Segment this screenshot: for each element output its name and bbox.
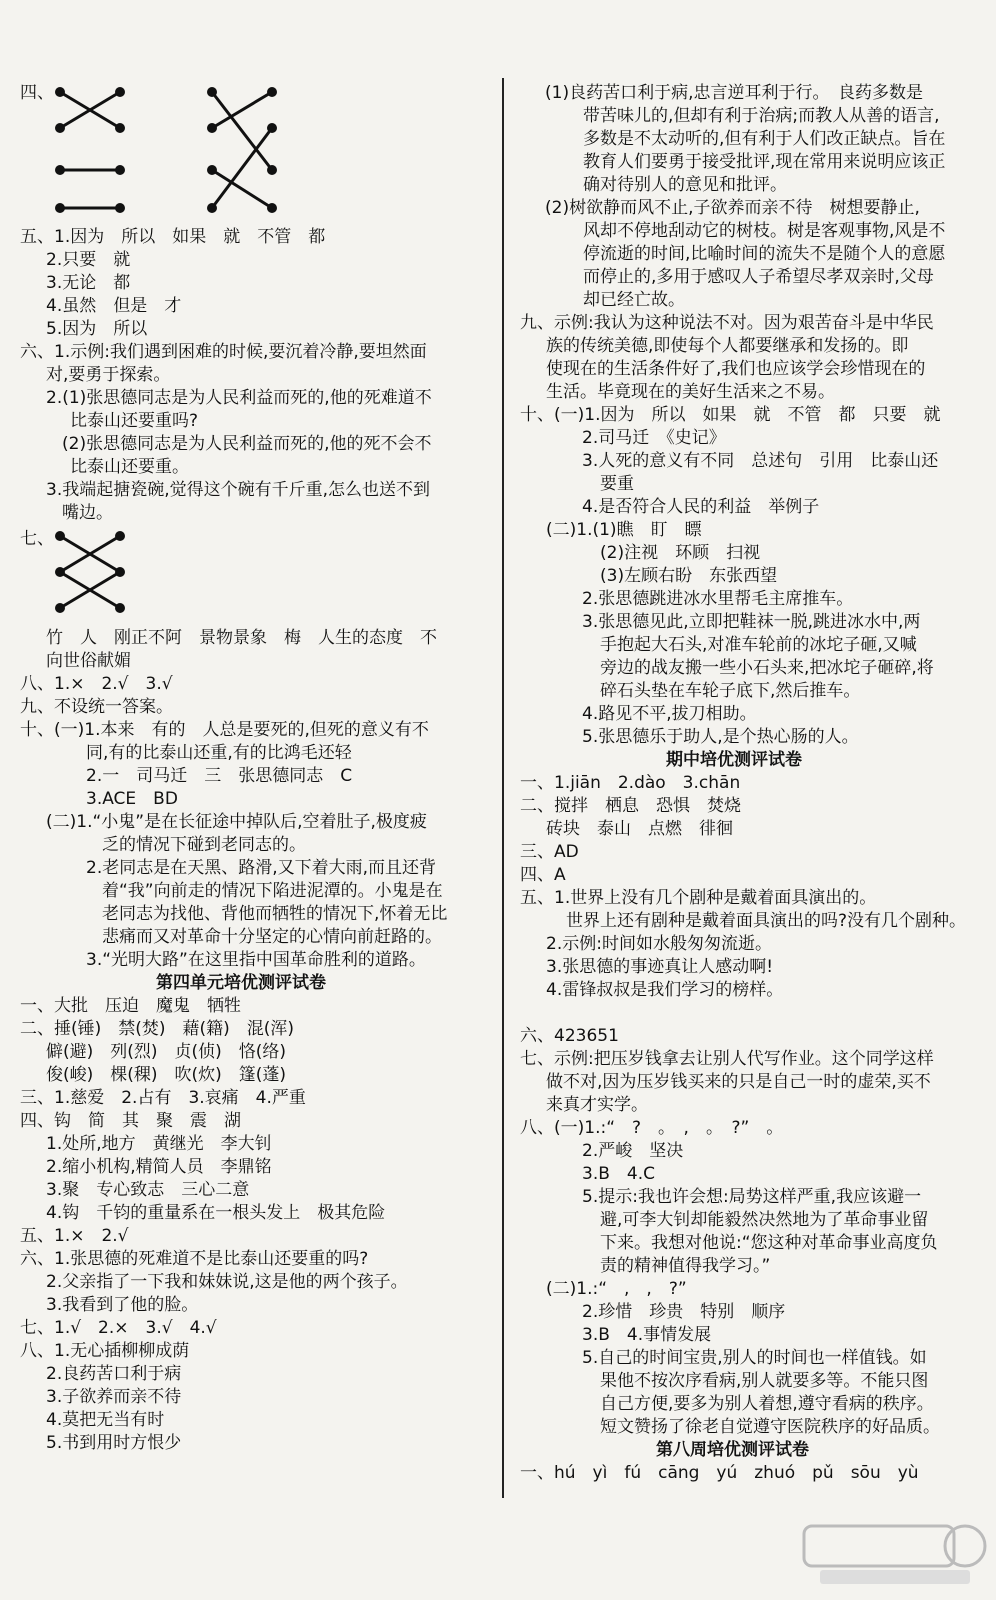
answer-line: 5.提示:我也许会想:局势这样严重,我应该避一 xyxy=(582,1187,922,1207)
answer-line: 四、钩 简 其 聚 震 湖 xyxy=(20,1111,241,1131)
answer-line: 碎石头垫在车轮子底下,然后推车。 xyxy=(600,681,861,701)
answer-line: 十、(一)1.因为 所以 如果 就 不管 都 只要 就 xyxy=(520,405,941,425)
answer-line: 七、示例:把压岁钱拿去让别人代写作业。这个同学这样 xyxy=(520,1049,934,1069)
matching-lines-4 xyxy=(50,84,290,214)
answer-line: 果他不按次序看病,别人就要多等。不能只图 xyxy=(600,1371,929,1391)
answer-line: 着“我”向前走的情况下陷进泥潭的。小鬼是在 xyxy=(102,881,443,901)
answer-line: 二、捶(锤) 禁(焚) 藉(籍) 混(浑) xyxy=(20,1019,295,1039)
answer-line: (二)1.:“ , , ?” xyxy=(546,1279,687,1299)
answer-line: 3.子欲养而亲不待 xyxy=(46,1387,182,1407)
answer-line: 4.路见不平,拔刀相助。 xyxy=(582,704,757,724)
answer-line: 3.我看到了他的脸。 xyxy=(46,1295,199,1315)
answer-line: 九、示例:我认为这种说法不对。因为艰苦奋斗是中华民 xyxy=(520,313,934,333)
answer-line: 乏的情况下碰到老同志的。 xyxy=(102,835,306,855)
answer-line: 短文赞扬了徐老自觉遵守医院秩序的好品质。 xyxy=(600,1417,940,1437)
answer-line: 3.人死的意义有不同 总述句 引用 比泰山还 xyxy=(582,451,939,471)
answer-line: 3.B 4.C xyxy=(582,1164,655,1184)
answer-line: 七、1.√ 2.× 3.√ 4.√ xyxy=(20,1318,217,1338)
answer-line: 六、423651 xyxy=(520,1026,619,1046)
answer-line: 手抱起大石头,对准车轮前的冰坨子砸,又喊 xyxy=(600,635,917,655)
answer-line: 风却不停地刮动它的树枝。树是客观事物,风是不 xyxy=(583,221,946,241)
answer-line: 2.父亲指了一下我和妹妹说,这是他的两个孩子。 xyxy=(46,1272,408,1292)
answer-line: 教育人们要勇于接受批评,现在常用来说明应该正 xyxy=(583,152,946,172)
answer-line: 2.示例:时间如水般匆匆流逝。 xyxy=(546,934,772,954)
answer-line: 四、A xyxy=(520,865,566,885)
answer-line: 老同志为找他、背他而牺牲的情况下,怀着无比 xyxy=(102,904,448,924)
answer-line: 二、搅拌 栖息 恐惧 焚烧 xyxy=(520,796,741,816)
answer-line: 比泰山还要重。 xyxy=(70,457,189,477)
answer-line: 2.缩小机构,精简人员 李鼎铭 xyxy=(46,1157,272,1177)
answer-line: 旁边的战友搬一些小石头来,把冰坨子砸碎,将 xyxy=(600,658,934,678)
answer-line: 僻(避) 列(烈) 贞(侦) 恪(络) xyxy=(46,1042,287,1062)
answer-line: 比泰山还要重吗? xyxy=(70,411,199,431)
answer-line: 自己方便,要多为别人着想,遵守看病的秩序。 xyxy=(600,1394,934,1414)
answer-line: 同,有的比泰山还重,有的比鸿毛还轻 xyxy=(86,743,352,763)
answer-line: 3.“光明大路”在这里指中国革命胜利的道路。 xyxy=(86,950,426,970)
answer-line: 下来。我想对他说:“您这种对革命事业高度负 xyxy=(600,1233,938,1253)
section-title: 第八周培优测评试卷 xyxy=(656,1440,809,1460)
answer-line: (2)注视 环顾 扫视 xyxy=(600,543,761,563)
answer-line: 却已经亡故。 xyxy=(583,290,685,310)
answer-line: 4.钩 千钧的重量系在一根头发上 极其危险 xyxy=(46,1203,386,1223)
answer-line: 2.司马迁 《史记》 xyxy=(582,428,726,448)
answer-line: 5.书到用时方恨少 xyxy=(46,1433,182,1453)
answer-line: 五、1.× 2.√ xyxy=(20,1226,129,1246)
answer-line: 嘴边。 xyxy=(62,503,113,523)
answer-line: 4.莫把无当有时 xyxy=(46,1410,165,1430)
answer-line: 五、1.世界上没有几个剧种是戴着面具演出的。 xyxy=(520,888,877,908)
answer-line: 责的精神值得我学习。” xyxy=(600,1256,771,1276)
answer-line: 砖块 泰山 点燃 徘徊 xyxy=(546,819,733,839)
answer-line: (二)1.(1)瞧 盯 瞟 xyxy=(546,520,702,540)
answer-line: 六、1.张思德的死难道不是比泰山还要重的吗? xyxy=(20,1249,369,1269)
section-4-label: 四、 xyxy=(20,83,54,103)
answer-line: 三、AD xyxy=(520,842,579,862)
answer-line: 2.珍惜 珍贵 特别 顺序 xyxy=(582,1302,786,1322)
answer-line: 三、1.慈爱 2.占有 3.哀痛 4.严重 xyxy=(20,1088,306,1108)
answer-line: 3.张思德见此,立即把鞋袜一脱,跳进冰水中,两 xyxy=(582,612,921,632)
answer-line: (二)1.“小鬼”是在长征途中掉队后,空着肚子,极度疲 xyxy=(46,812,427,832)
section-title: 期中培优测评试卷 xyxy=(666,750,802,770)
answer-line: 九、不设统一答案。 xyxy=(20,697,173,717)
watermark-icon xyxy=(800,1520,990,1590)
answer-line: 3.张思德的事迹真让人感动啊! xyxy=(546,957,774,977)
answer-line: 3.B 4.事情发展 xyxy=(582,1325,712,1345)
answer-line: 六、1.示例:我们遇到困难的时候,要沉着冷静,要坦然面 xyxy=(20,342,427,362)
answer-line: (2)树欲静而风不止,子欲养而亲不待 树想要静止, xyxy=(545,198,920,218)
answer-line: 2.只要 就 xyxy=(46,250,131,270)
answer-line: 4.雷锋叔叔是我们学习的榜样。 xyxy=(546,980,784,1000)
answer-line: 一、1.jiān 2.dào 3.chān xyxy=(520,773,741,793)
answer-line: (1)良药苦口利于病,忠言逆耳利于行。 良药多数是 xyxy=(545,83,923,103)
answer-line: 八、1.无心插柳柳成荫 xyxy=(20,1341,190,1361)
answer-line: 俊(峻) 棵(稞) 吹(炊) 篷(蓬) xyxy=(46,1065,287,1085)
answer-line: 4.虽然 但是 才 xyxy=(46,296,182,316)
answer-line: 对,要勇于探索。 xyxy=(46,365,171,385)
answer-line: 5.因为 所以 xyxy=(46,319,148,339)
answer-line: (3)左顾右盼 东张西望 xyxy=(600,566,778,586)
answer-line: 3.聚 专心致志 三心二意 xyxy=(46,1180,250,1200)
answer-line: 停流逝的时间,比喻时间的流失不是随个人的意愿 xyxy=(583,244,946,264)
answer-line: 向世俗献媚 xyxy=(46,651,131,671)
section-7-label: 七、 xyxy=(20,529,54,549)
watermark-logo xyxy=(800,1520,990,1590)
answer-line: 2.(1)张思德同志是为人民利益而死的,他的死难道不 xyxy=(46,388,432,408)
answer-line: 1.处所,地方 黄继光 李大钊 xyxy=(46,1134,272,1154)
answer-line: 3.ACE BD xyxy=(86,789,178,809)
answer-line: 一、大批 压迫 魔鬼 牺牲 xyxy=(20,996,241,1016)
answer-line: 五、1.因为 所以 如果 就 不管 都 xyxy=(20,227,326,247)
answer-line: 一、hú yì fú cāng yú zhuó pǔ sōu yù xyxy=(520,1463,919,1483)
answer-line: 多数是不太动听的,但有利于人们改正缺点。旨在 xyxy=(583,129,946,149)
answer-line: 2.张思德跳进冰水里帮毛主席推车。 xyxy=(582,589,854,609)
answer-line: 5.自己的时间宝贵,别人的时间也一样值钱。如 xyxy=(582,1348,927,1368)
answer-line: 生活。毕竟现在的美好生活来之不易。 xyxy=(546,382,835,402)
answer-line: 3.无论 都 xyxy=(46,273,131,293)
answer-line: 3.我端起搪瓷碗,觉得这个碗有千斤重,怎么也送不到 xyxy=(46,480,431,500)
answer-line: 避,可李大钊却能毅然决然地为了革命事业留 xyxy=(600,1210,929,1230)
answer-line: 八、(一)1.:“ ? 。 , 。 ?” 。 xyxy=(520,1118,784,1138)
answer-line: 十、(一)1.本来 有的 人总是要死的,但死的意义有不 xyxy=(20,720,429,740)
answer-line: 使现在的生活条件好了,我们也应该学会珍惜现在的 xyxy=(546,359,926,379)
answer-line: 来真才实学。 xyxy=(546,1095,648,1115)
column-divider xyxy=(502,78,504,1498)
answer-line: 2.一 司马迁 三 张思德同志 C xyxy=(86,766,353,786)
answer-line: 竹 人 刚正不阿 景物景象 梅 人生的态度 不 xyxy=(46,628,437,648)
matching-lines-7 xyxy=(50,528,140,618)
answer-line: 4.是否符合人民的利益 举例子 xyxy=(582,497,820,517)
answer-line: 要重 xyxy=(600,474,634,494)
answer-line: 做不对,因为压岁钱买来的只是自己一时的虚荣,买不 xyxy=(546,1072,931,1092)
answer-line: 族的传统美德,即使每个人都要继承和发扬的。即 xyxy=(546,336,909,356)
answer-line: 八、1.× 2.√ 3.√ xyxy=(20,674,173,694)
answer-line: 2.老同志是在天黑、路滑,又下着大雨,而且还背 xyxy=(86,858,437,878)
answer-line: 5.张思德乐于助人,是个热心肠的人。 xyxy=(582,727,859,747)
section-title: 第四单元培优测评试卷 xyxy=(156,973,326,993)
answer-line: 世界上还有剧种是戴着面具演出的吗?没有几个剧种。 xyxy=(566,911,967,931)
answer-line: 2.良药苦口利于病 xyxy=(46,1364,182,1384)
answer-line: 带苦味儿的,但却有利于治病;而教人从善的语言, xyxy=(583,106,940,126)
answer-line: 2.严峻 坚决 xyxy=(582,1141,684,1161)
answer-line: 悲痛而又对革命十分坚定的心情向前赶路的。 xyxy=(102,927,442,947)
answer-line: 确对待别人的意见和批评。 xyxy=(583,175,787,195)
answer-line: (2)张思德同志是为人民利益而死的,他的死不会不 xyxy=(62,434,432,454)
answer-line: 而停止的,多用于感叹人子希望尽孝双亲时,父母 xyxy=(583,267,934,287)
